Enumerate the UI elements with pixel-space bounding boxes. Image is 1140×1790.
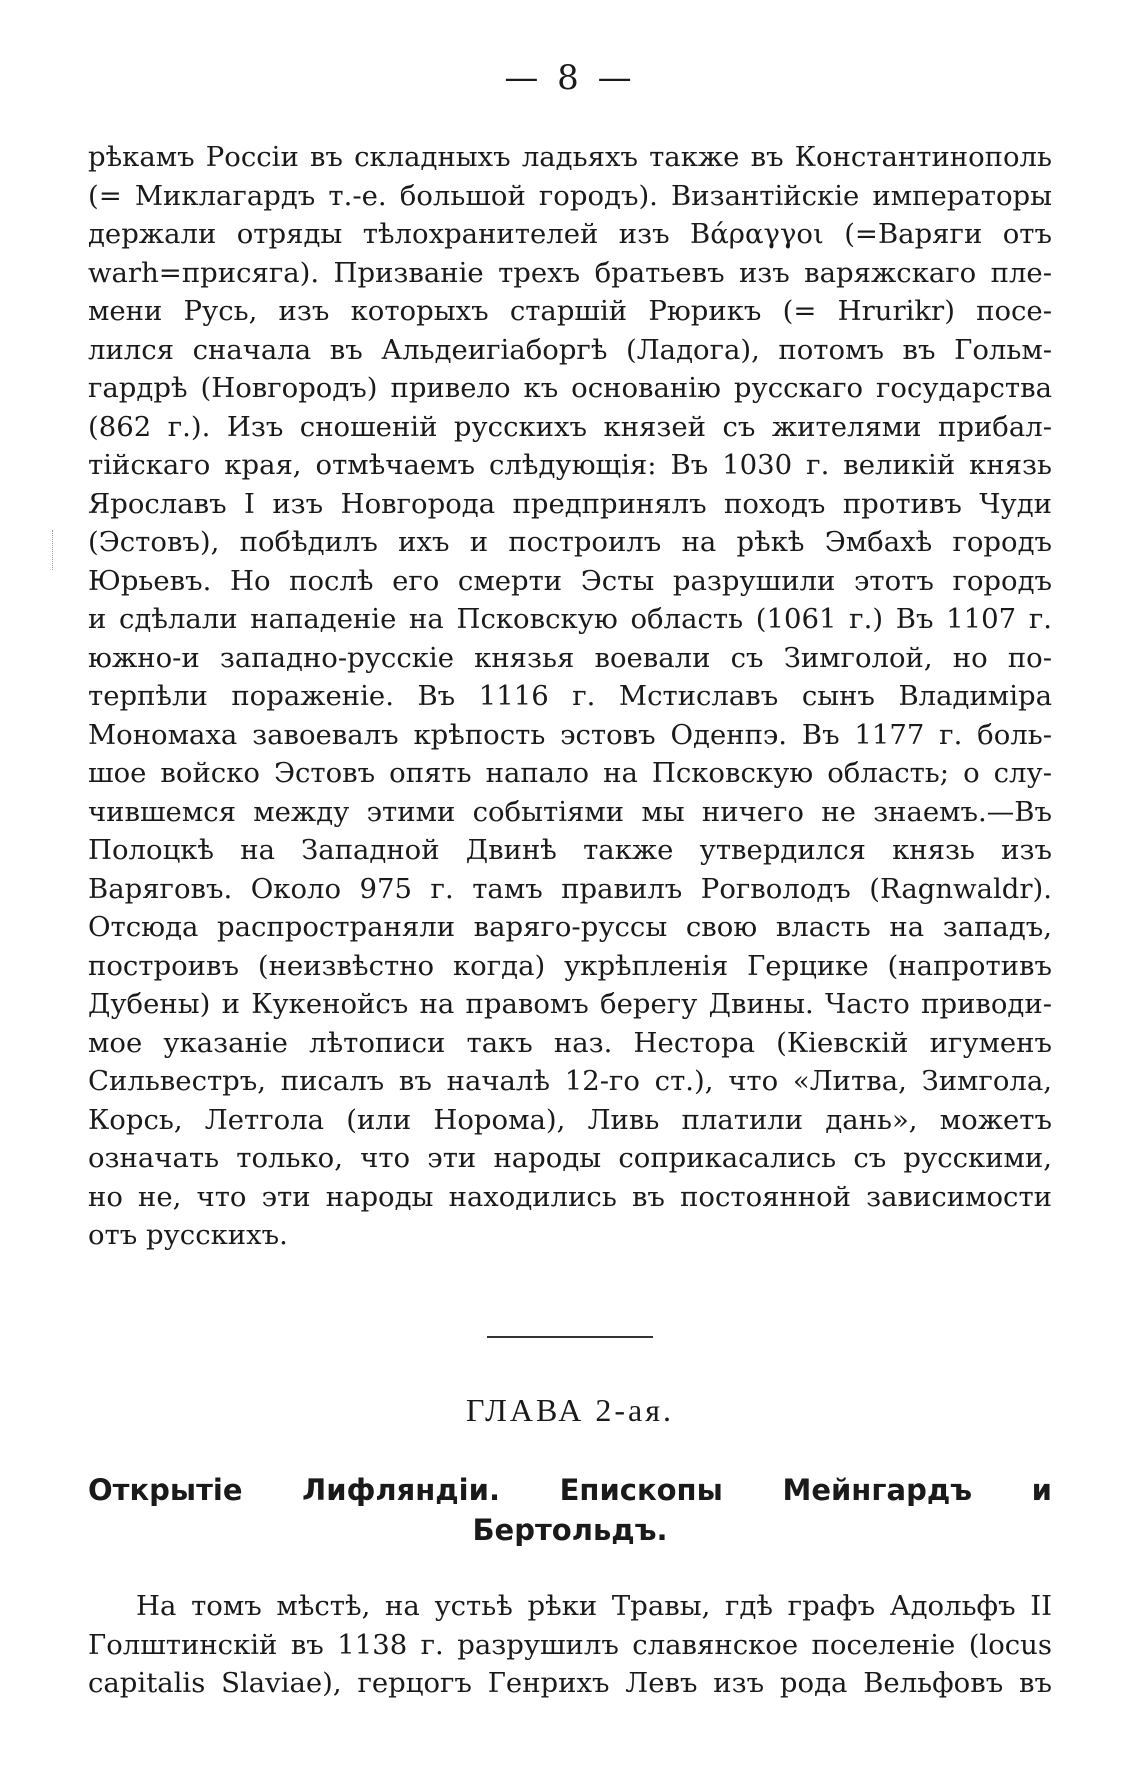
text-line: мени Русь, изъ которыхъ старшій Рюрикъ (= Hrurikr) посе- — [88, 295, 1052, 327]
section-divider — [487, 1336, 653, 1338]
text-line: означать только, что эти народы соприкасались съ русскими, — [88, 1142, 1052, 1174]
text-line: терпѣли пораженіе. Въ 1116 г. Мстиславъ сынъ Владиміра — [88, 680, 1052, 712]
chapter-heading-line: Открытіе Лифляндіи. Епископы Мейнгардъ и — [88, 1473, 1052, 1507]
text-line: но не, что эти народы находились въ постоянной зависимости — [88, 1180, 1052, 1213]
paragraph-1 — [88, 138, 1052, 1255]
text-line: Голштинскій въ 1138 г. разрушилъ славянское поселеніе (locus — [88, 1628, 1052, 1661]
chapter-title: ГЛАВА 2-ая. — [466, 1392, 674, 1428]
text-line: лился сначала въ Альдеигіаборгѣ (Ладога), потомъ въ Гольм- — [88, 333, 1052, 366]
text-line: гардрѣ (Новгородъ) привело къ основанію русскаго государства — [88, 372, 1052, 404]
text-line: Варяговъ. Около 975 г. тамъ правилъ Рогволодъ (Ragnwaldr). — [88, 872, 1052, 905]
text-line: рѣкамъ Россіи въ складныхъ ладьяхъ также въ Константинополь — [88, 141, 1052, 173]
text-line: warh=присяга). Призваніе трехъ братьевъ изъ варяжскаго пле- — [88, 256, 1052, 289]
text-line: На томъ мѣстѣ, на устьѣ рѣки Травы, гдѣ графъ Адольфъ II — [136, 1590, 1052, 1622]
text-line: шое войско Эстовъ опять напало на Псковскую область; о слу- — [88, 757, 1052, 789]
text-line: capitalis Slaviae), герцогъ Генрихъ Левъ изъ рода Вельфовъ въ — [88, 1667, 1052, 1699]
text-line: Сильвестръ, писалъ въ началѣ 12-го ст.), что «Литва, Зимгола, — [88, 1065, 1052, 1097]
text-line: Юрьевъ. Но послѣ его смерти Эсты разрушили этотъ городъ — [88, 564, 1052, 597]
text-line: (= Миклагардъ т.-е. большой городъ). Византійскіе императоры — [88, 179, 1052, 212]
text-line: и сдѣлали нападеніе на Псковскую область (1061 г.) Въ 1107 г. — [88, 603, 1052, 635]
text-line: тійскаго края, отмѣчаемъ слѣдующія: Въ 1030 г. великій князь — [88, 449, 1052, 481]
text-line: Ярославъ I изъ Новгорода предпринялъ походъ противъ Чуди — [88, 487, 1052, 520]
text-line: южно-и западно-русскіе князья воевали съ Зимголой, но по- — [88, 641, 1052, 674]
chapter-heading — [88, 1470, 1052, 1550]
text-line: мое указаніе лѣтописи такъ наз. Нестора (Кіевскій игуменъ — [88, 1026, 1052, 1059]
text-line: Отсюда распространяли варяго-руссы свою власть на западъ, — [88, 911, 1052, 943]
text-line: (862 г.). Изъ сношеній русскихъ князей съ жителями прибал- — [88, 410, 1052, 443]
text-line: построивъ (неизвѣстно когда) укрѣпленія Герцике (напротивъ — [88, 949, 1052, 982]
text-line: держали отряды тѣлохранителей изъ Βάραγγοι (=Варяги отъ — [88, 218, 1052, 250]
chapter-heading-line: Бертольдъ. — [472, 1513, 668, 1547]
margin-mark — [52, 530, 53, 570]
page-number: — 8 — — [504, 58, 636, 98]
text-line: Корсь, Летгола (или Норома), Ливь платили дань», можетъ — [88, 1103, 1052, 1136]
text-line: Дубены) и Кукенойсъ на правомъ берегу Двины. Часто приводи- — [88, 988, 1052, 1020]
text-line: Полоцкѣ на Западной Двинѣ также утвердился князь изъ — [88, 834, 1052, 866]
text-line: Мономаха завоевалъ крѣпость эстовъ Оденпэ. Въ 1177 г. боль- — [88, 718, 1052, 751]
paragraph-2 — [88, 1587, 1052, 1703]
text-line: (Эстовъ), побѣдилъ ихъ и построилъ на рѣкѣ Эмбахѣ городъ — [88, 526, 1052, 558]
text-line: чившемся между этими событіями мы ничего не знаемъ.—Въ — [88, 795, 1052, 828]
text-line: отъ русскихъ. — [88, 1219, 288, 1251]
